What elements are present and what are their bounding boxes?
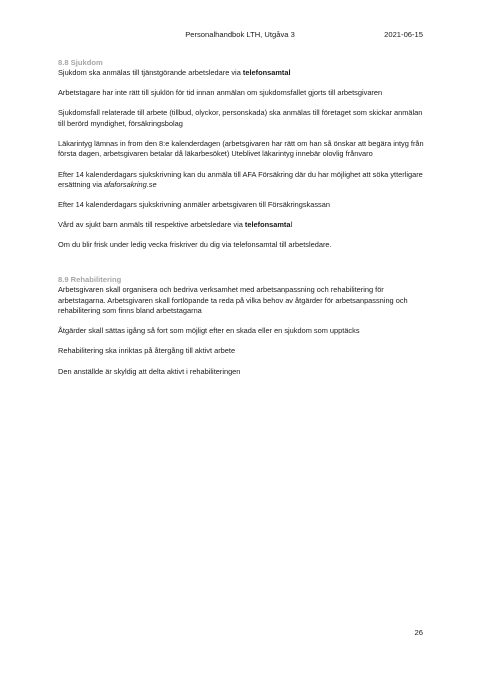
paragraph: Läkarintyg lämnas in from den 8:e kalenderdagen (arbetsgivaren har rätt om han så önskar att begära intyg från första dagen, arbetsgivaren betalar då läkarbesöket) Uteblivet läkarintyg innebär olovlig frånvaro <box>58 138 424 159</box>
website-link[interactable]: afaforsakring.se <box>104 180 157 190</box>
section-rehabilitering <box>58 275 430 377</box>
paragraph: Åtgärder skall sättas igång så fort som möjligt efter en skada eller en sjukdom som upptäcks <box>58 326 360 336</box>
paragraph: Sjukdomsfall relaterade till arbete (tillbud, olyckor, personskada) ska anmälas till företaget som skickar anmälan till berörd myndighet, försäkringsbolag <box>58 108 423 128</box>
page-number: 26 <box>414 628 423 637</box>
bold-text: telefonsamta <box>244 220 291 230</box>
bold-text: telefonsamtal <box>242 68 291 77</box>
document-title: Personalhandbok LTH, Utgåva 3 <box>185 30 295 39</box>
paragraph: Arbetstagare har inte rätt till sjuklön för tid innan anmälan om sjukdomsfallet gjorts till arbetsgivaren <box>58 88 383 98</box>
page-content <box>58 58 430 387</box>
paragraph: Arbetsgivaren skall organisera och bedriva verksamhet med arbetsanpassning och rehabilitering för arbetstagarna. Arbetsgivaren skall fortlöpande ta reda på vilka behov av åtgärder för arbetsanpassning och rehabilitering som finns bland arbetstagarna <box>58 285 408 316</box>
section-heading-rehabilitering: 8.9 Rehabilitering <box>58 275 122 285</box>
document-date: 2021-06-15 <box>384 30 423 39</box>
paragraph: Efter 14 kalenderdagars sjukskrivning anmäler arbetsgivaren till Försäkringskassan <box>58 200 330 210</box>
paragraph: Sjukdom ska anmälas till tjänstgörande arbetsledare via telefonsamtal <box>58 68 291 77</box>
section-heading-sjukdom: 8.8 Sjukdom <box>58 58 103 67</box>
paragraph: Vård av sjukt barn anmäls till respektive arbetsledare via telefonsamtal <box>58 220 293 230</box>
paragraph: Den anställde är skyldig att delta aktivt i rehabiliteringen <box>58 366 241 376</box>
paragraph: Om du blir frisk under ledig vecka friskriver du dig via telefonsamtal till arbetsledare. <box>58 240 332 250</box>
paragraph: Efter 14 kalenderdagars sjukskrivning kan du anmäla till AFA Försäkring där du har möjlighet att söka ytterligare ersättning via afaforsakring.se <box>58 169 423 190</box>
page-header <box>0 30 480 42</box>
paragraph: Rehabilitering ska inriktas på återgång till aktivt arbete <box>58 346 236 356</box>
